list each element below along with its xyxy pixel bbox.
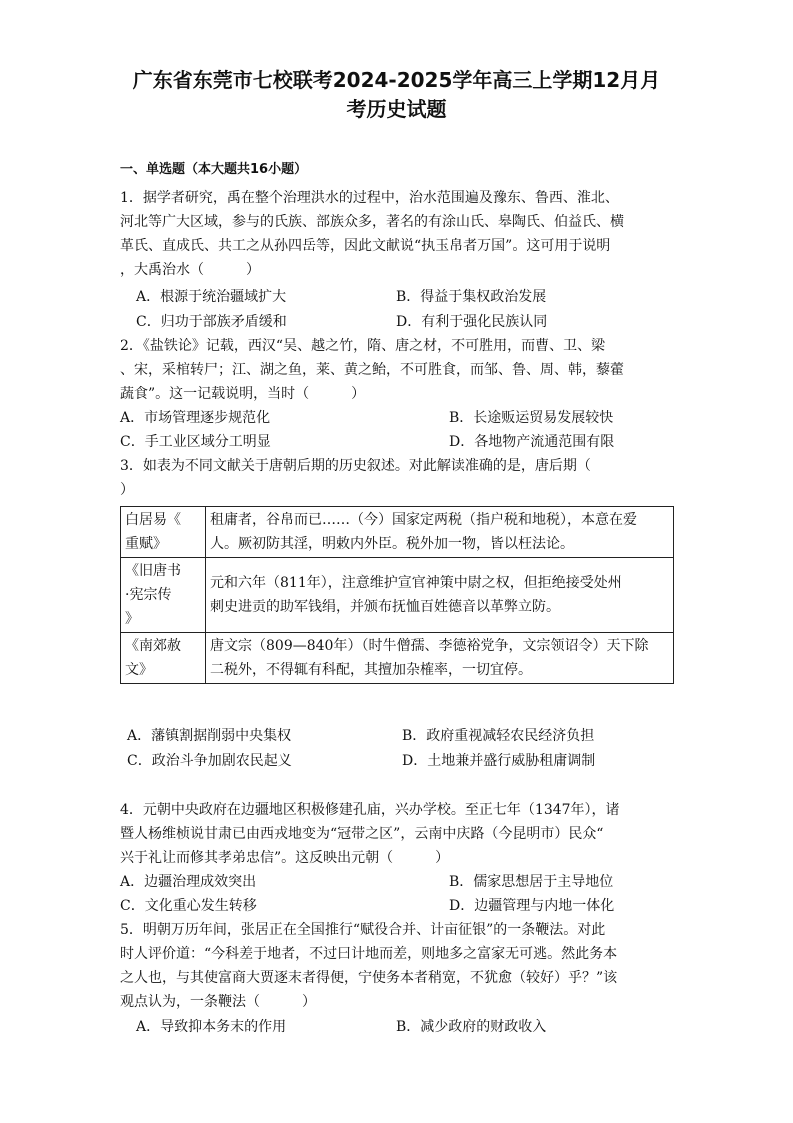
q2-line: 蔬食”。这一记载说明，当时（ ） <box>120 386 366 402</box>
q4-option-c[interactable]: C．文化重心发生转移 <box>120 898 257 914</box>
q4-option-a[interactable]: A．边疆治理成效突出 <box>120 874 257 890</box>
q4-option-d[interactable]: D．边疆管理与内地一体化 <box>449 898 615 914</box>
q2-option-a[interactable]: A．市场管理逐步规范化 <box>120 410 271 426</box>
exam-title-line-2: 考历史试题 <box>346 97 447 121</box>
q3-source-table <box>120 506 674 684</box>
q3-option-a[interactable]: A．藩镇割据削弱中央集权 <box>127 728 292 744</box>
table-text-cell: 唐文宗（809—840年）（时牛僧孺、李德裕党争，文宗领诏令）天下除 二税外，不得辄有科配，其擅加杂榷率，一切宜停。 <box>206 633 674 684</box>
table-row <box>121 507 674 558</box>
table-row <box>121 633 674 684</box>
q4-line: 暨人杨维桢说甘肃已由西戎地变为“冠带之区”，云南中庆路（今昆明市）民众“ <box>120 826 604 842</box>
exam-title <box>100 66 693 124</box>
q3-option-b[interactable]: B．政府重视减轻农民经济负担 <box>402 728 595 744</box>
exam-title-line-1: 广东省东莞市七校联考2024-2025学年高三上学期12月月 <box>132 68 661 92</box>
q1-line: 河北等广大区域，参与的氏族、部族众多，著名的有涂山氏、皋陶氏、伯益氏、横 <box>120 214 624 230</box>
q5-line: 时人评价道：“今科差于地者，不过曰计地而差，则地多之富家无可逃。然此务本 <box>120 946 618 962</box>
table-row <box>121 558 674 633</box>
q3-option-c[interactable]: C．政治斗争加剧农民起义 <box>127 753 292 769</box>
q2-line: 2．《盐铁论》记载，西汉“吴、越之竹，隋、唐之材，不可胜用，而曹、卫、梁 <box>120 338 606 354</box>
q1-option-d[interactable]: D．有利于强化民族认同 <box>396 314 548 330</box>
q2-option-d[interactable]: D．各地物产流通范围有限 <box>449 434 615 450</box>
q1-option-a[interactable]: A．根源于统治疆域扩大 <box>136 289 287 305</box>
table-text-cell: 元和六年（811年），注意维护宣官神策中尉之权，但拒绝接受处州 刺史进贡的助军钱绢，并颁布抚恤百姓德音以革弊立防。 <box>206 558 674 633</box>
q2-line: 、宋，采棺转尸；江、湖之鱼，莱、黄之鲐，不可胜食，而邹、鲁、周、韩，藜藿 <box>120 362 624 378</box>
table-source-cell: 《南郊赦 文》 <box>121 633 206 684</box>
q1-option-b[interactable]: B．得益于集权政治发展 <box>396 289 547 305</box>
table-source-cell: 白居易《 重赋》 <box>121 507 206 558</box>
q5-option-a[interactable]: A．导致抑本务末的作用 <box>136 1019 287 1035</box>
q2-option-b[interactable]: B．长途贩运贸易发展较快 <box>449 410 614 426</box>
q3-option-d[interactable]: D．土地兼并盛行威胁租庸调制 <box>402 753 596 769</box>
q1-line: ，大禹治水（ ） <box>120 262 260 278</box>
table-text-cell: 租庸者，谷帛而已……（今）国家定两税（指户税和地税），本意在爱 人。厥初防其淫，明敕内外臣。税外加一物，皆以枉法论。 <box>206 507 674 558</box>
q5-line: 5．明朝万历年间，张居正在全国推行“赋役合并、计亩征银”的一条鞭法。对此 <box>120 922 606 938</box>
q5-line: 观点认为，一条鞭法（ ） <box>120 994 316 1010</box>
q1-line: 革氏、直成氏、共工之从孙四岳等，因此文献说“执玉帛者万国”。这可用于说明 <box>120 238 611 254</box>
q2-option-c[interactable]: C．手工业区域分工明显 <box>120 434 271 450</box>
q5-option-b[interactable]: B．减少政府的财政收入 <box>396 1019 547 1035</box>
q3-line: ） <box>120 482 134 498</box>
q1-option-c[interactable]: C．归功于部族矛盾缓和 <box>136 314 287 330</box>
section-heading: 一、单选题（本大题共16小题） <box>120 162 308 177</box>
q4-line: 4．元朝中央政府在边疆地区积极修建孔庙，兴办学校。至正七年（1347年），诸 <box>120 802 620 818</box>
q3-line: 3．如表为不同文献关于唐朝后期的历史叙述。对此解读准确的是，唐后期（ <box>120 458 591 474</box>
table-source-cell: 《旧唐书 ·宪宗传 》 <box>121 558 206 633</box>
q4-option-b[interactable]: B．儒家思想居于主导地位 <box>449 874 614 890</box>
q5-line: 之人也，与其使富商大贾逐末者得便，宁使务本者稍宽，不犹愈（较好）乎？”该 <box>120 970 618 986</box>
q4-line: 兴于礼让而修其孝弟忠信”。这反映出元朝（ ） <box>120 850 450 866</box>
q1-line: 1．据学者研究，禹在整个治理洪水的过程中，治水范围遍及豫东、鲁西、淮北、 <box>120 190 619 206</box>
